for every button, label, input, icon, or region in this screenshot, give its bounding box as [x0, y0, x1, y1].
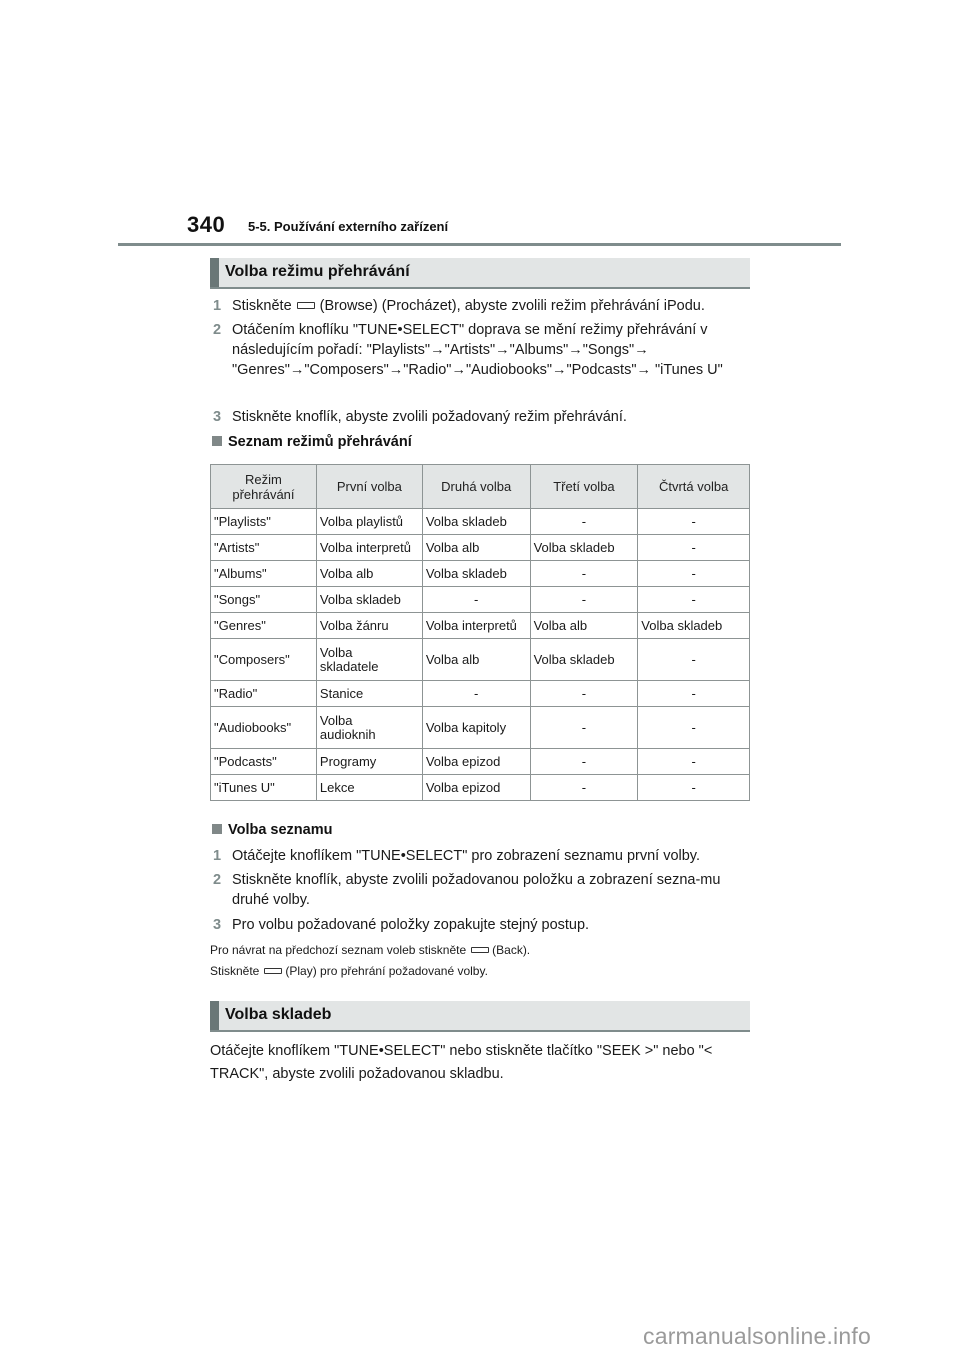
- column-header: První volba: [316, 465, 422, 509]
- table-cell: Volba interpretů: [316, 535, 422, 561]
- note-back: [210, 943, 530, 957]
- subheading-text: Volba seznamu: [228, 822, 333, 838]
- table-cell: Volba skladeb: [530, 639, 638, 681]
- playback-modes-table: [210, 464, 750, 801]
- table-cell: Volba skladeb: [638, 613, 750, 639]
- column-header: Třetí volba: [530, 465, 638, 509]
- table-cell: Volba alb: [530, 613, 638, 639]
- step-text-after: (Browse) (Procházet), abyste zvolili režim přehrávání iPodu.: [319, 298, 705, 314]
- step-number: 3: [213, 409, 222, 425]
- step-text: Otáčením knoflíku "TUNE•SELECT" doprava se mění režimy přehrávání v následujícím pořadí: "Playlists"→"Artists"→"Albums"→"Songs"→ "Genres"→"Composers"→"Radio"→"Audiobooks"→"Podcasts"→ "iTunes U": [232, 322, 723, 378]
- table-cell: -: [638, 561, 750, 587]
- step-text: Otáčejte knoflíkem "TUNE•SELECT" pro zobrazení seznamu první volby.: [232, 848, 701, 864]
- table-cell: -: [638, 775, 750, 801]
- table-row: [211, 509, 750, 535]
- section-heading-playback-mode: [210, 258, 750, 289]
- section-reference: 5-5. Používání externího zařízení: [248, 219, 449, 234]
- table-cell: -: [638, 509, 750, 535]
- table-cell: Volba alb: [422, 535, 530, 561]
- note-play: [210, 964, 488, 978]
- step-number: 2: [213, 322, 222, 338]
- table-cell: Volba alb: [316, 561, 422, 587]
- table-row: [211, 613, 750, 639]
- table-header-row: [211, 465, 750, 509]
- table-cell: Volba skladeb: [530, 535, 638, 561]
- table-row: [211, 587, 750, 613]
- table-cell: Volba playlistů: [316, 509, 422, 535]
- play-button-icon: [264, 968, 282, 974]
- step-text: Pro volbu požadované položky zopakujte stejný postup.: [232, 917, 590, 933]
- note-text-after: (Back).: [492, 943, 531, 957]
- table-cell: -: [530, 561, 638, 587]
- table-row: [211, 639, 750, 681]
- table-cell: "Songs": [211, 587, 317, 613]
- table-cell: Volba interpretů: [422, 613, 530, 639]
- table-cell: Volba skladeb: [316, 587, 422, 613]
- note-text-after: (Play) pro přehrání požadované volby.: [285, 964, 488, 978]
- table-cell: Volba alb: [422, 639, 530, 681]
- heading-accent-bar: [210, 258, 219, 287]
- step-text: [232, 296, 762, 316]
- table-cell: Stanice: [316, 681, 422, 707]
- step-text-before: Stiskněte: [232, 298, 292, 314]
- table-cell: Volba skladeb: [422, 509, 530, 535]
- subheading-text: Seznam režimů přehrávání: [228, 434, 412, 450]
- table-cell: -: [530, 707, 638, 749]
- section-title: Volba skladeb: [225, 1006, 332, 1023]
- table-cell: -: [638, 707, 750, 749]
- table-cell: Programy: [316, 749, 422, 775]
- table-cell: Volba kapitoly: [422, 707, 530, 749]
- step-number: 1: [213, 298, 222, 314]
- header-divider: [118, 243, 841, 246]
- page-number: 340: [187, 212, 226, 237]
- table-cell: -: [530, 749, 638, 775]
- browse-button-icon: [297, 302, 315, 309]
- subheading-list-selection: [212, 822, 332, 838]
- table-cell: "Composers": [211, 639, 317, 681]
- step-text: Stiskněte knoflík, abyste zvolili požadovaný režim přehrávání.: [232, 409, 627, 425]
- table-row: [211, 535, 750, 561]
- column-header: Druhá volba: [422, 465, 530, 509]
- heading-accent-bar: [210, 1001, 219, 1030]
- table-cell: Volba epizod: [422, 775, 530, 801]
- step-text: Stiskněte knoflík, abyste zvolili požadovanou položku a zobrazení sezna-mu druhé volby.: [232, 872, 721, 908]
- table-cell: Volba epizod: [422, 749, 530, 775]
- step-number: 2: [213, 872, 222, 888]
- column-header: Čtvrtá volba: [638, 465, 750, 509]
- table-cell: "Radio": [211, 681, 317, 707]
- table-row: [211, 561, 750, 587]
- table-cell: -: [530, 775, 638, 801]
- table-row: [211, 775, 750, 801]
- table-cell: -: [638, 535, 750, 561]
- table-cell: -: [422, 587, 530, 613]
- back-button-icon: [471, 947, 489, 953]
- note-text-before: Stiskněte: [210, 964, 260, 978]
- table-cell: -: [638, 681, 750, 707]
- table-cell: "Genres": [211, 613, 317, 639]
- column-header: Režim přehrávání: [211, 465, 317, 509]
- table-cell: -: [530, 587, 638, 613]
- table-cell: Volba audioknih: [316, 707, 422, 749]
- square-bullet-icon: [212, 436, 222, 446]
- table-cell: "Albums": [211, 561, 317, 587]
- table-cell: "Playlists": [211, 509, 317, 535]
- table-cell: Volba skladatele: [316, 639, 422, 681]
- table-cell: "Audiobooks": [211, 707, 317, 749]
- subheading-mode-list: [212, 434, 412, 450]
- table-cell: -: [638, 749, 750, 775]
- table-cell: "Artists": [211, 535, 317, 561]
- table-cell: "iTunes U": [211, 775, 317, 801]
- table-cell: -: [638, 587, 750, 613]
- table-cell: -: [530, 509, 638, 535]
- watermark: carmanualsonline.info: [643, 1323, 871, 1349]
- table-cell: -: [422, 681, 530, 707]
- square-bullet-icon: [212, 824, 222, 834]
- table-cell: "Podcasts": [211, 749, 317, 775]
- table-cell: Lekce: [316, 775, 422, 801]
- note-text-before: Pro návrat na předchozí seznam voleb stiskněte: [210, 943, 467, 957]
- table-cell: Volba žánru: [316, 613, 422, 639]
- table-row: [211, 681, 750, 707]
- section-heading-track-selection: [210, 1001, 750, 1032]
- step-number: 1: [213, 848, 222, 864]
- table-cell: Volba skladeb: [422, 561, 530, 587]
- table-cell: -: [638, 639, 750, 681]
- step-number: 3: [213, 917, 222, 933]
- table-cell: -: [530, 681, 638, 707]
- track-selection-text: Otáčejte knoflíkem "TUNE•SELECT" nebo stiskněte tlačítko "SEEK >" nebo "< TRACK", abyste zvolili požadovanou skladbu.: [210, 1043, 713, 1082]
- section-title: Volba režimu přehrávání: [225, 263, 410, 280]
- table-row: [211, 749, 750, 775]
- table-row: [211, 707, 750, 749]
